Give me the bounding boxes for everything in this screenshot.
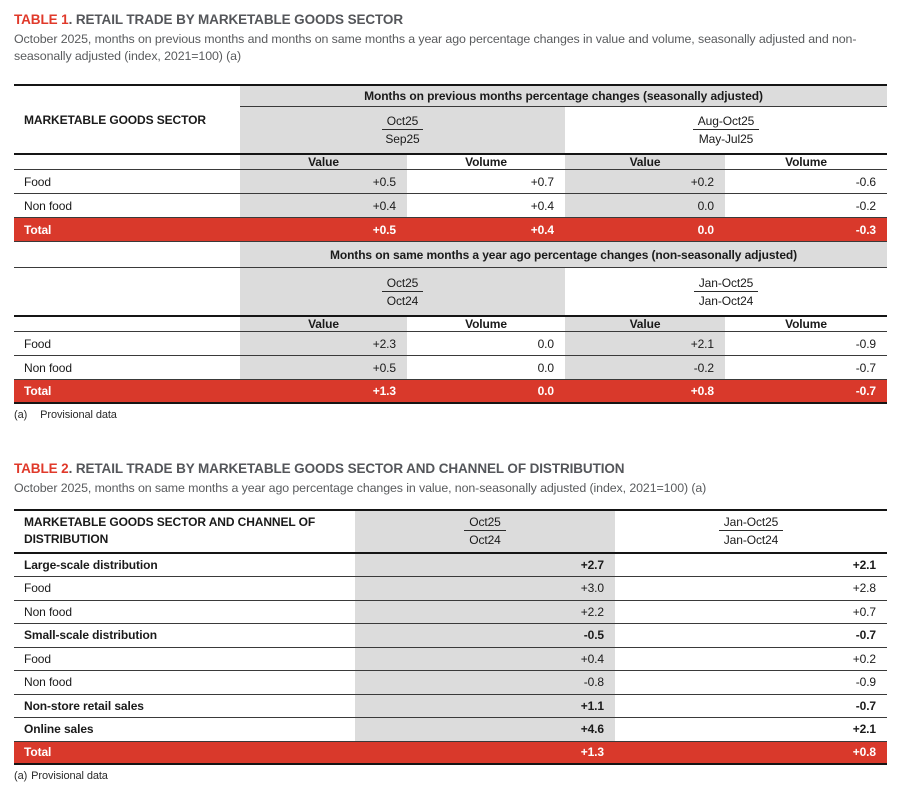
- row-label: Total: [24, 745, 52, 760]
- col-header-value: Value: [240, 155, 407, 169]
- cell-value: +4.6: [355, 718, 615, 741]
- period-top-label: Aug-Oct25: [693, 114, 759, 130]
- table1-row-header: MARKETABLE GOODS SECTOR: [24, 112, 206, 127]
- cell-value: +0.2: [565, 170, 725, 193]
- row-label: Food: [24, 651, 51, 666]
- table1-title-number: TABLE 1: [14, 12, 69, 27]
- row-label: Total: [24, 222, 52, 237]
- empty-cell: [14, 155, 240, 169]
- cell-value: +1.3: [372, 384, 396, 398]
- cell-value: -0.2: [565, 356, 725, 379]
- table-row-small-scale-distribution: [14, 624, 887, 648]
- col-header-volume: Volume: [785, 155, 827, 169]
- table1-sectionB-header-row: [14, 242, 887, 268]
- table-row-food: [14, 577, 887, 601]
- row-label: Non food: [24, 604, 72, 619]
- empty-cell: [14, 242, 240, 267]
- cell-value: +0.8: [852, 745, 876, 760]
- row-label: Food: [24, 581, 51, 596]
- footnote-text: Provisional data: [40, 409, 117, 421]
- cell-value: +0.2: [852, 651, 876, 666]
- table1-header: [14, 84, 887, 153]
- row-label: Online sales: [24, 722, 94, 737]
- table1-header-right: [240, 86, 887, 153]
- table-row-total: [14, 218, 887, 242]
- table2-footnote: [14, 770, 887, 782]
- cell-value: +2.2: [355, 601, 615, 624]
- cell-value: +0.8: [690, 384, 714, 398]
- row-label: Non food: [24, 198, 72, 213]
- period-bottom-label: Oct24: [469, 533, 501, 547]
- period-group: [565, 268, 887, 315]
- cell-value: +0.4: [355, 648, 615, 671]
- table-row-non-food: [14, 356, 887, 380]
- table1-title-text: . RETAIL TRADE BY MARKETABLE GOODS SECTOR: [68, 12, 403, 27]
- cell-value: -0.7: [855, 628, 876, 643]
- table2-row-header: MARKETABLE GOODS SECTOR AND CHANNEL OF DISTRIBUTION: [24, 515, 316, 546]
- cell-value: +0.5: [372, 222, 396, 237]
- row-label: Small-scale distribution: [24, 628, 157, 643]
- col-header-value: Value: [565, 317, 725, 331]
- cell-value: +2.1: [852, 557, 876, 572]
- period-group: [565, 107, 887, 153]
- col-header-volume: Volume: [785, 317, 827, 331]
- period-bottom-label: Jan-Oct24: [698, 293, 754, 308]
- table-row-non-food: [14, 194, 887, 218]
- cell-value: +1.1: [355, 695, 615, 718]
- cell-value: 0.0: [537, 360, 554, 375]
- cell-value: +3.0: [355, 577, 615, 600]
- period-top-label: Oct25: [382, 114, 424, 130]
- period-group: [240, 268, 565, 315]
- cell-value: 0.0: [537, 384, 554, 398]
- col-header-volume: Volume: [465, 155, 507, 169]
- empty-cell: [14, 268, 240, 315]
- table-row-food: [14, 332, 887, 356]
- period-group: [355, 511, 615, 552]
- cell-value: 0.0: [537, 336, 554, 351]
- period-top-label: Oct25: [464, 515, 506, 531]
- cell-value: +2.1: [852, 722, 876, 737]
- row-label: Non-store retail sales: [24, 698, 144, 713]
- table1-sectionB-periods: [14, 268, 887, 315]
- footnote-marker: (a): [14, 770, 28, 782]
- table1-footnote: [14, 409, 887, 421]
- empty-cell: [14, 317, 240, 331]
- table-row-non-food: [14, 601, 887, 625]
- table1-title: [14, 12, 887, 27]
- cell-value: +0.7: [530, 174, 554, 189]
- cell-value: -0.9: [855, 336, 876, 351]
- cell-value: +0.4: [530, 198, 554, 213]
- cell-value: +1.3: [580, 745, 604, 760]
- col-header-volume: Volume: [465, 317, 507, 331]
- table2-subtitle: October 2025, months on same months a year ago percentage changes in value, non-seasonally adjusted (index, 2021=100) (a): [14, 481, 707, 495]
- table1-subtitle: October 2025, months on previous months and months on same months a year ago percentage changes in value and volume, seasonally adjusted and non-seasonally adjusted (index, 2021=100) (a): [14, 32, 857, 63]
- period-bottom-label: Oct24: [386, 293, 419, 308]
- period-group: [615, 511, 887, 552]
- cell-value: +2.8: [852, 581, 876, 596]
- table2-header: [14, 509, 887, 554]
- period-top-label: Jan-Oct25: [694, 276, 758, 292]
- table-row-total: [14, 742, 887, 766]
- table2-block: [14, 461, 887, 782]
- period-top-label: Jan-Oct25: [719, 515, 783, 531]
- col-header-value: Value: [240, 317, 407, 331]
- cell-value: +2.1: [565, 332, 725, 355]
- table-row-food: [14, 648, 887, 672]
- table1-sectionB-header: Months on same months a year ago percentage changes (non-seasonally adjusted): [240, 242, 887, 267]
- period-top-label: Oct25: [382, 276, 424, 292]
- footnote-text: Provisional data: [31, 770, 108, 782]
- period-bottom-label: Sep25: [385, 132, 420, 146]
- cell-value: 0.0: [697, 222, 714, 237]
- cell-value: -0.9: [855, 675, 876, 690]
- cell-value: -0.8: [355, 671, 615, 694]
- cell-value: 0.0: [565, 194, 725, 217]
- row-label: Non food: [24, 360, 72, 375]
- cell-value: +0.7: [852, 604, 876, 619]
- table2: [14, 509, 887, 766]
- cell-value: -0.6: [855, 174, 876, 189]
- table2-title-text: . RETAIL TRADE BY MARKETABLE GOODS SECTOR AND CHANNEL OF DISTRIBUTION: [68, 461, 625, 476]
- row-label: Non food: [24, 675, 72, 690]
- row-label: Large-scale distribution: [24, 557, 158, 572]
- cell-value: +0.5: [240, 356, 407, 379]
- cell-value: +0.5: [240, 170, 407, 193]
- table1: [14, 84, 887, 404]
- table-row-non-store-retail-sales: [14, 695, 887, 719]
- period-group: [240, 107, 565, 153]
- cell-value: -0.7: [855, 384, 876, 398]
- row-label: Food: [24, 174, 51, 189]
- table1-sectionA-measure-header: [14, 153, 887, 170]
- table-row-non-food: [14, 671, 887, 695]
- cell-value: -0.7: [855, 698, 876, 713]
- cell-value: +0.4: [240, 194, 407, 217]
- row-label: Food: [24, 336, 51, 351]
- cell-value: +0.4: [530, 222, 554, 237]
- cell-value: -0.3: [855, 222, 876, 237]
- col-header-value: Value: [565, 155, 725, 169]
- table1-sectionB-measure-header: [14, 315, 887, 332]
- cell-value: +2.7: [355, 554, 615, 577]
- table1-sectionA-header: Months on previous months percentage changes (seasonally adjusted): [240, 86, 887, 107]
- footnote-marker: (a): [14, 409, 28, 421]
- cell-value: -0.5: [355, 624, 615, 647]
- table2-title: [14, 461, 887, 476]
- cell-value: +2.3: [240, 332, 407, 355]
- table-row-online-sales: [14, 718, 887, 742]
- cell-value: -0.7: [855, 360, 876, 375]
- table-row-food: [14, 170, 887, 194]
- table1-sectionA-periods: [240, 107, 887, 153]
- period-bottom-label: Jan-Oct24: [723, 533, 779, 547]
- period-bottom-label: May-Jul25: [698, 132, 754, 146]
- cell-value: -0.2: [855, 198, 876, 213]
- table-row-total: [14, 380, 887, 404]
- row-label: Total: [24, 384, 52, 398]
- table2-title-number: TABLE 2: [14, 461, 69, 476]
- table-row-large-scale-distribution: [14, 554, 887, 578]
